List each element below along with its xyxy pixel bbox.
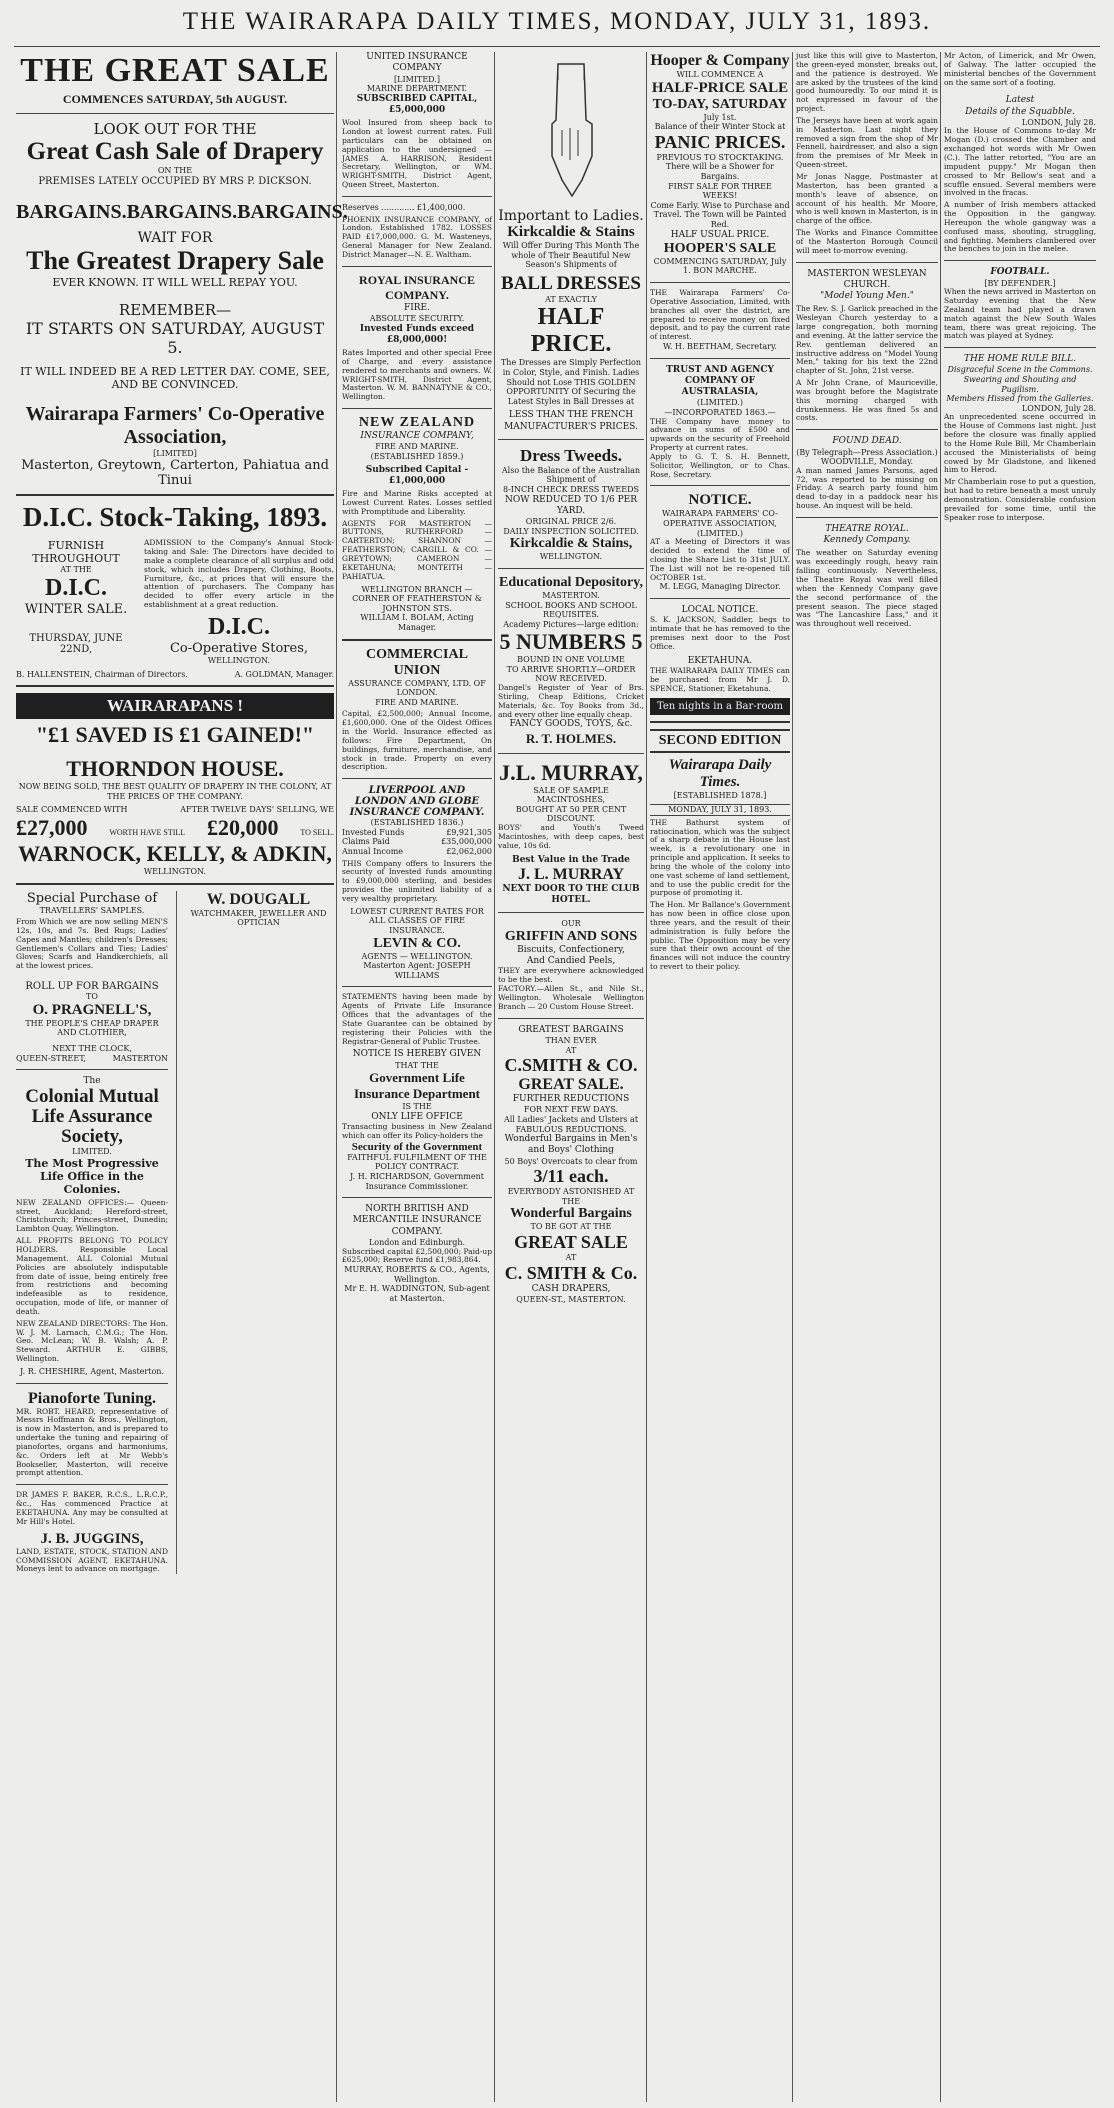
boys-macintoshes: BOYS' and Youth's Tweed Macintoshes, with deep capes, best value, 10s 6d. [498, 823, 644, 850]
murray-roberts: MURRAY, ROBERTS & CO., Agents, Wellington. [344, 1265, 490, 1284]
nz-body: Fire and Marine Risks accepted at Lowest Current Rates. Losses settled with Promptitude and Liberality. [342, 489, 492, 516]
ever-known: EVER KNOWN. IT WILL WELL REPAY YOU. [52, 275, 298, 289]
ten-nights-banner: Ten nights in a Bar-room [650, 698, 790, 715]
at-the: AT THE [60, 565, 92, 575]
limited-label: [LIMITED] [153, 448, 197, 458]
school-books: SCHOOL BOOKS AND SCHOOL REQUISITES. [505, 600, 637, 620]
london-edinburgh: London and Edinburgh. [368, 1237, 466, 1247]
colonial-directors: NEW ZEALAND DIRECTORS: The Hon. W. J. M. Larnach, C.M.G.; The Hon. Geo. McLean; W. B. Walsh; A. P. Steward. ARTHUR E. GIBBS, Wellington. [16, 1318, 168, 1364]
kirkcaldie-heading: Kirkcaldie & Stains, [509, 536, 633, 552]
united-body: Wool Insured from sheep back to London at lowest current rates. Full particulars can be obtained on application to the undersigned — JAMES A. HARRISON, Resident Secretary, Wellington, or WM. WRIGHT-SMITH, District Agent, Queen Street, Masterton. [342, 118, 492, 190]
govt-body: Transacting business in New Zealand which can offer its Policy-holders the [342, 1122, 492, 1140]
look-out: LOOK OUT FOR THE [93, 120, 257, 138]
reduced-price: NOW REDUCED TO 1/6 PER YARD. [504, 494, 638, 516]
piano-body: MR. ROBT. HEARD, representative of Messrs Hoffmann & Bros., Wellington, is now in Masterton, and is prepared to undertake the tuning and repairing of pianofortes, organs and harmoniums, &c. Orders left at Mr Webb's Bookseller, Masterton, will receive prompt attention. [16, 1406, 168, 1478]
phoenix-reserves: Reserves ............. £1,400,000. [342, 202, 466, 212]
thorndon-subline: NOW BEING SOLD, THE BEST QUALITY OF DRAPERY IN THE COLONY, AT THE PRICES OF THE COMPANY. [18, 782, 332, 801]
commercial-fire-marine: FIRE AND MARINE. [375, 697, 459, 707]
home-rule-paragraph: Mr Chamberlain rose to put a question, but had to retire beneath a most unruly demonstration. Considerable confusion prevailed for some time, until the Speaker rose to interpose. [944, 477, 1096, 522]
bound-volume: BOUND IN ONE VOLUME [517, 655, 625, 665]
commercial-body: Capital, £2,500,000; Annual Income, £1,600,000. One of the Oldest Offices in the World. Insurance effected as follows: Fire Department, On buildings, furniture, merchandise, and stock in trade. Property on every description. [342, 709, 492, 772]
july-date: July 1st. [703, 112, 737, 122]
at-word: AT [565, 1045, 577, 1055]
local-body: S. K. JACKSON, Saddler, begs to intimate that he has removed to the premises next door to the Post Office. [650, 615, 790, 651]
balance-winter: Balance of their Winter Stock at [654, 122, 786, 132]
next-few-days: FOR NEXT FEW DAYS. [523, 1105, 619, 1115]
north-british-body: Subscribed capital £2,500,000; Paid-up £625,000; Reserve fund £1,983,864. [342, 1246, 492, 1265]
column-3 [498, 52, 644, 2102]
second-edition: SECOND EDITION [650, 729, 790, 753]
liverpool-heading: LIVERPOOL AND LONDON AND GLOBE INSURANCE COMPANY. [349, 785, 485, 819]
wait-for: WAIT FOR [137, 229, 213, 246]
juggins-body: LAND, ESTATE, STOCK, STATION AND COMMISSION AGENT, EKETAHUNA. Moneys lent to advance on mortgage. [16, 1546, 168, 1574]
levin-agents: AGENTS — WELLINGTON. [361, 951, 473, 961]
football-byline: [BY DEFENDER.] [984, 278, 1056, 288]
important-to-ladies: Important to Ladies. [498, 208, 644, 224]
dateline: LONDON, July 28. [1021, 117, 1096, 127]
great-sale-heading: THE GREAT SALE [20, 52, 330, 89]
news-paragraph: Mr Acton, of Limerick, and Mr Owen, of Galway. The latter occupied the ministerial benches of the Government on the same sort of a footing. [944, 51, 1096, 87]
farmers-association: Wairarapa Farmers' Co-Operative Association, [25, 402, 325, 448]
column-divider [940, 52, 941, 2102]
colonial-mutual: Colonial Mutual [25, 1086, 159, 1108]
red-letter-line: IT WILL INDEED BE A RED LETTER DAY. COME, SEE, AND BE CONVINCED. [20, 364, 330, 391]
next-clock: NEXT THE CLOCK, [52, 1043, 132, 1053]
absolute-security: ABSOLUTE SECURITY. [369, 314, 465, 323]
bought-discount: BOUGHT AT 50 PER CENT DISCOUNT. [515, 804, 627, 824]
sale-commenced: SALE COMMENCED WITH [16, 805, 128, 815]
thorndon-heading: THORNDON HOUSE. [66, 756, 284, 782]
at-exactly: AT EXACTLY [545, 294, 597, 304]
commencing-date: COMMENCING SATURDAY, July 1. BON MARCHE. [653, 256, 787, 276]
column-5 [796, 52, 938, 2102]
coop-stores: Co-Operative Stores, [169, 640, 309, 656]
murray-heading: J. L. MURRAY [517, 865, 625, 883]
wonderful-bargains: Wonderful Bargains [510, 1206, 632, 1222]
queen-street: QUEEN-STREET, [16, 1053, 86, 1063]
eketahuna-body: THE WAIRARAPA DAILY TIMES can be purchased from Mr J. D. SPENCE, Stationer, Eketahuna. [650, 665, 790, 693]
murray-sub: SALE OF SAMPLE MACINTOSHES, [533, 785, 609, 805]
masthead-title: THE WAIRARAPA DAILY TIMES, MONDAY, JULY 31, 1893. [182, 8, 932, 35]
juggins-heading: J. B. JUGGINS, [40, 1530, 144, 1547]
swearing-subhead: Swearing and Shouting and Pugilism. [963, 375, 1077, 394]
original-price: ORIGINAL PRICE 2/6. [525, 517, 617, 527]
levin-heading: LEVIN & CO. [373, 935, 461, 951]
great-sale-date: COMMENCES SATURDAY, 5th AUGUST. [62, 92, 288, 106]
peoples-draper: THE PEOPLE'S CHEAP DRAPER AND CLOTHIER, [25, 1018, 159, 1038]
pointing-hand-icon [536, 60, 606, 200]
found-dead-heading: FOUND DEAD. [832, 436, 902, 447]
liverpool-row: Annual Income £2,062,000 [342, 846, 492, 856]
column-divider [336, 52, 337, 2102]
dougall-trade: WATCHMAKER, JEWELLER AND OPTICIAN [190, 908, 327, 928]
column-2 [342, 52, 492, 2102]
colonial-body: ALL PROFITS BELONG TO POLICY HOLDERS. Responsible Local Management. ALL Colonial Mutual Policies are absolutely indisputable from date of issue, being entirely free from restrictions and becoming indefeasible as to residence, occupation, mode of life, or manner of death. [16, 1236, 168, 1316]
half-price-sale: HALF-PRICE SALE [651, 79, 789, 96]
govt-intro: STATEMENTS having been made by Agents of Private Life Insurance Offices that the advantages of the State Guarantee can be obtained by registering their Policies with the Registrar-General of Public Trustee. [342, 992, 492, 1046]
on-the: ON THE [157, 166, 193, 175]
csmith-heading: C. SMITH & Co. [504, 1262, 638, 1283]
legg-signature: M. LEGG, Managing Director. [659, 582, 781, 592]
bargains-word: BARGAINS. [126, 200, 238, 223]
wellington-label: WELLINGTON. [207, 655, 271, 665]
masterton-label: MASTERTON [112, 1053, 168, 1063]
greatest-sale-heading: The Greatest Drapery Sale [26, 245, 324, 275]
colonial-progressive: The Most Progressive Life Office in the Colonies. [25, 1156, 159, 1196]
hoopers-sale: HOOPER'S SALE [663, 240, 777, 256]
united-insurance: UNITED INSURANCE COMPANY [366, 52, 468, 74]
commercial-union-heading: COMMERCIAL UNION [366, 646, 468, 678]
eketahuna-heading: EKETAHUNA. [687, 655, 753, 666]
trust-agency-heading: TRUST AND AGENCY COMPANY OF AUSTRALASIA, [666, 364, 774, 398]
dic-block [16, 539, 334, 665]
saved-slogan: "£1 SAVED IS £1 GAINED!" [35, 722, 315, 748]
our-word: OUR [561, 919, 581, 929]
disgraceful-scene: Disgraceful Scene in the Commons. [947, 365, 1093, 375]
nz-capital: Subscribed Capital - £1,000,000 [365, 464, 469, 486]
fire-label: FIRE. [403, 302, 430, 313]
come-early: Come Early. Wise to Purchase and Travel. The Town will be Painted Red. [650, 200, 790, 229]
colonial-offices: NEW ZEALAND OFFICES:— Queen-street, Auckland; Hereford-street, Christchurch; Princes-street, Dunedin; Lambton Quay, Wellington. [16, 1197, 168, 1234]
cash-drapers: CASH DRAPERS, [531, 1283, 611, 1294]
half-price: HALF PRICE. [530, 304, 612, 358]
wesleyan-heading: MASTERTON WESLEYAN CHURCH. [807, 268, 927, 290]
previous-stocktaking: PREVIOUS TO STOCKTAKING. [656, 152, 784, 162]
griffin-body: THEY are everywhere acknowledged to be the best. [498, 966, 644, 985]
candied-peels: And Candied Peels, [526, 956, 616, 967]
nz-fire-marine: FIRE AND MARINE. [375, 442, 459, 452]
column-1 [16, 52, 348, 2102]
issue-date: MONDAY, JULY 31, 1893. [650, 804, 790, 816]
holmes-signature: R. T. HOLMES. [525, 730, 617, 746]
biscuits: Biscuits, Confectionery, [517, 944, 625, 955]
kirkcaldie-body: Will Offer During This Month The whole of Their Beautiful New Season's Shipments of [502, 241, 640, 270]
royal-insurance: ROYAL INSURANCE COMPANY. [359, 272, 475, 302]
kennedy-company: Kennedy Company. [823, 535, 911, 546]
dougall-heading: W. DOUGALL [206, 890, 311, 908]
govt-signature: J. H. RICHARDSON, Government Insurance Commissioner. [350, 1171, 484, 1191]
warnock-city: WELLINGTON. [143, 866, 207, 876]
marine-department: MARINE DEPARTMENT. [366, 84, 468, 94]
wairarapans-banner: WAIRARAPANS ! [16, 693, 334, 719]
after-twelve: AFTER TWELVE DAYS' SELLING, WE [180, 805, 334, 815]
griffin-factory: FACTORY.—Allen St., and Nile St., Wellington. Wholesale Wellington Branch — 20 Custom House Street. [498, 984, 644, 1011]
bargains-word: BARGAINS. [237, 200, 348, 223]
news-paragraph: The Works and Finance Committee of the Masterton Borough Council will meet to-morrow evening. [796, 228, 938, 255]
editorial-paragraph: The Hon. Mr Ballance's Government has now been in office close upon three years, and the result of their administration is fully before the public. The Opposition may be very sure that their own account of the finances will not induce the country to revert to their policy. [650, 900, 790, 972]
notice-sub: WAIRARAPA FARMERS' CO-OPERATIVE ASSOCIATION, [662, 509, 778, 529]
local-notice: LOCAL NOTICE. [681, 605, 759, 616]
notice-limited: (LIMITED.) [697, 528, 743, 538]
column-divider [494, 52, 495, 2102]
home-rule-paragraph: An unprecedented scene occurred in the House of Commons last night. Just before the closure was finally applied to the Home Rule Bill, Mr Chamberlain accused the Ministerialists of being cowed by Mr Gladstone, and likened him to Herod. [944, 412, 1096, 475]
than-ever: THAN EVER [545, 1035, 597, 1045]
nz-agents: AGENTS FOR MASTERTON — BUTTONS, RUTHERFORD — CARTERTON; SHANNON — FEATHERSTON; CARGILL & CO. — GREYTOWN; CAMERON — EKETAHUNA; MONTEITH — PAHIATUA. [342, 518, 492, 581]
kirkcaldie-city: WELLINGTON. [539, 552, 603, 562]
at-word: AT [565, 1253, 577, 1262]
ball-dresses: BALL DRESSES [501, 272, 641, 294]
news-paragraph: A Mr John Crane, of Mauriceville, was brought before the Magistrate this morning charged with drunkenness. He was fined 5s and costs. [796, 378, 938, 423]
sermon-paragraph: The Rev. S. J. Garlick preached in the Wesleyan Church yesterday to a large congregation, both morning and evening. At the latter service the Rev. gentleman delivered an instructive address on "Model Young Men," taking for his text the 22nd chapter of St. John, 21st verse. [796, 304, 938, 376]
football-body: When the news arrived in Masterton on Saturday evening that the New Zealand team had played a drawn match against the New South Wales team, there was great rejoicing. The match was played at Sydney. [944, 287, 1096, 341]
model-young-men: "Model Young Men." [820, 291, 914, 302]
liverpool-established: (ESTABLISHED 1836.) [370, 818, 464, 828]
special-purchase: Special Purchase of [26, 890, 158, 906]
shower-bargains: There will be a Shower for Bargains. [665, 162, 775, 181]
best-value: Best Value in the Trade [512, 854, 630, 865]
will-commence: WILL COMMENCE A [676, 70, 764, 79]
home-rule-heading: THE HOME RULE BILL. [964, 354, 1076, 365]
established-label: [ESTABLISHED 1878.] [673, 791, 767, 801]
arrive-shortly: TO ARRIVE SHORTLY—ORDER NOW RECEIVED. [506, 664, 636, 684]
united-limited: [LIMITED.] [394, 74, 440, 84]
ladies-jackets: All Ladies' Jackets and Ulsters at FABULOUS REDUCTIONS. [503, 1114, 639, 1134]
nz-branch: WELLINGTON BRANCH — CORNER OF FEATHERSTON & JOHNSTON STS. [352, 584, 482, 613]
liverpool-body: THIS Company offers to Insurers the security of Invested funds amounting to £9,000,000 sterling, and besides provides the unlimited liability of a very wealthy proprietary. [342, 858, 492, 903]
pragnells-heading: O. PRAGNELL'S, [32, 1001, 152, 1018]
kirkcaldie-heading: Kirkcaldie & Stains [507, 224, 635, 240]
phoenix-body: PHOENIX INSURANCE COMPANY, of London. Established 1782. LOSSES PAID £17,000,000. G. M. Wasteneys, General Manager for New Zealand. District Manager—N. E. Waltham. [342, 214, 492, 259]
winter-sale: WINTER SALE. [24, 601, 128, 617]
squabble-heading: Details of the Squabble. [965, 106, 1075, 117]
notice-heading: NOTICE. [688, 492, 752, 509]
notice-given: NOTICE IS HEREBY GIVEN [352, 1049, 482, 1060]
great-sale: GREAT SALE [514, 1232, 628, 1252]
commons-paragraph: In the House of Commons to-day Mr Mogan (D.) crossed the Chamber and exchanged hot words with Mr Owen (C.). The latter retorted, "You are an impudent puppy." Mr Mogan then crossed to Mr Bellow's seat and a scuffle ensued. Several members were involved in the fracas. [944, 126, 1096, 198]
commercial-sub: ASSURANCE COMPANY, LTD. OF LONDON. [348, 678, 486, 698]
hallenstein-signature: B. HALLENSTEIN, Chairman of Directors. [16, 669, 188, 679]
piano-tuning-heading: Pianoforte Tuning. [27, 1389, 157, 1407]
great-sale: GREAT SALE. [518, 1076, 624, 1094]
notice-body: AT a Meeting of Directors it was decided to extend the time of closing the Share List to 31st JULY. The List will not be re-opened till OCTOBER 1st. [650, 537, 790, 582]
dic-name: D.I.C. [44, 574, 107, 601]
bargains-word: BARGAINS. [16, 200, 127, 223]
dic-body-text: ADMISSION to the Company's Annual Stock-taking and Sale: The Directors have decided to make a complete clearance of all surplus and odd stock, which includes Drapery, Clothing, Boots, Furniture, &c., at prices that will ensure the attention of purchasers. The Company has decided to offer every article in the establishment at a great reduction. [144, 538, 334, 610]
doctor-notice: DR JAMES F. BAKER, R.C.S., L.R.C.P., &c., Has commenced Practice at EKETAHUNA. Any may be consulted at Mr Hill's Hotel. [16, 1490, 168, 1526]
colonial-limited: LIMITED. [72, 1147, 112, 1157]
members-hissed: Members Hissed from the Galleries. [946, 394, 1094, 404]
dic-name: D.I.C. [207, 613, 270, 640]
nz-insurance-heading: NEW ZEALAND [358, 415, 476, 431]
greatest-bargains: GREATEST BARGAINS [518, 1024, 624, 1035]
invested-funds: Invested Funds exceed £8,000,000! [359, 323, 475, 345]
column-6 [944, 52, 1096, 2102]
trust-body: THE Company have money to advance in sums of £500 and upwards on the security of Freehold Property at current rates. [650, 416, 790, 453]
society: Society, [61, 1126, 123, 1148]
murray-heading: J.L. MURRAY, [499, 759, 643, 785]
csmith-heading: C.SMITH & CO. [504, 1055, 638, 1076]
to-be-got: TO BE GOT AT THE [530, 1222, 612, 1232]
news-paragraph: Mr Jonas Nagge, Postmaster at Masterton, has been granted a month's leave of absence, on account of his health. Mr Moore, who is well known in Masterton, is in charge of the office. [796, 171, 938, 226]
life-assurance: Life Assurance [31, 1106, 153, 1128]
found-dead-body: A man named James Parsons, aged 72, was reported to be missing on Friday. A search party found him dead to-day in a paddock near his house. An inquest will be held. [796, 465, 938, 511]
academy-pictures: Academy Pictures—large edition: [503, 619, 639, 629]
travellers-samples: TRAVELLERS' SAMPLES. [39, 905, 145, 915]
north-british-heading: NORTH BRITISH AND MERCANTILE INSURANCE COMPANY. [352, 1204, 482, 1237]
col1-right-sub [176, 891, 334, 1575]
next-door: NEXT DOOR TO THE CLUB HOTEL. [502, 883, 640, 906]
news-paragraph: The Jerseys have been at work again in Masterton. Last night they removed a sign from the shop of Mr Fennell, hairdresser, and also a sign from the premises of Mr Meek in Queen-street. [796, 115, 938, 170]
cash-sale-heading: Great Cash Sale of Drapery [26, 138, 324, 165]
dateline: LONDON, July 28. [1021, 403, 1096, 413]
amount-sold: £27,000 [16, 814, 88, 840]
fancy-goods: FANCY GOODS, TOYS, &c. [509, 719, 633, 730]
everybody-astonished: EVERYBODY ASTONISHED AT THE [507, 1187, 635, 1206]
farmers-deposit-notice: THE Wairarapa Farmers' Co-Operative Association, Limited, with branches all over the district, are prepared to receive money on fixed deposit, and to pay the current rate of interest. [650, 287, 790, 342]
security-of-govt: Security of the Government [351, 1140, 483, 1153]
griffin-heading: GRIFFIN AND SONS [504, 928, 638, 944]
to-word: TO [86, 992, 98, 1002]
cheshire-agent: J. R. CHESHIRE, Agent, Masterton. [20, 1366, 164, 1376]
faithful-fulfilment: FAITHFUL FULFILMENT OF THE POLICY CONTRACT. [347, 1152, 487, 1172]
wonderful-bargains: Wonderful Bargains in Men's and Boys' Clothing [504, 1134, 638, 1156]
that-the: THAT THE [395, 1060, 439, 1070]
subscribed-capital: SUBSCRIBED CAPITAL, £5,000,000 [356, 93, 478, 115]
csmith-address: QUEEN-ST., MASTERTON. [516, 1294, 626, 1304]
editorial-paragraph: THE Bathurst system of ratiocination, which was the subject of a sharp debate in the House last week, is a revolutionary one in principle and application. It seeks to bring the whole of the colony into one vast scheme of land settlement, and to use the public credit for the purpose of promoting it. [650, 817, 790, 898]
royal-body: Rates Imported and other special Free of Charge, and every assistance rendered to merchants and owners. W. WRIGHT-SMITH, District Agent, Masterton. W. M. BANNATYNE & CO., Wellington. [342, 348, 492, 402]
liverpool-row: Invested Funds £9,921,305 [342, 827, 492, 837]
overcoat-price: 3/11 each. [533, 1166, 609, 1187]
only-life-office: ONLY LIFE OFFICE [371, 1111, 463, 1122]
daily-inspection: DAILY INSPECTION SOLICITED. [503, 526, 639, 536]
warnock-heading: WARNOCK, KELLY, & ADKIN, [18, 840, 332, 866]
commons-paragraph: A number of Irish members attacked the Opposition in the gangway. Hereupon the whole gangway was a confused mass, shouting, struggling, and fighting. Members clambered over the benches to join in the melee. [944, 200, 1096, 254]
nz-insurance-company: INSURANCE COMPANY, [360, 431, 474, 442]
hooper-heading: Hooper & Company [650, 52, 790, 69]
ball-body: The Dresses are Simply Perfection in Color, Style, and Finish. Ladies Should not Lose THIS GOLDEN OPPORTUNITY Of Securing the Latest Styles in Ball Dresses at [500, 358, 642, 406]
press-association: (By Telegraph—Press Association.) [796, 447, 938, 457]
half-usual-price: HALF USUAL PRICE. [670, 229, 770, 240]
today-saturday: TO-DAY, SATURDAY [652, 96, 788, 112]
branch-towns: Masterton, Greytown, Carterton, Pahiatua and Tinui [21, 458, 329, 489]
is-the: IS THE [402, 1102, 432, 1112]
bargains-row [16, 200, 348, 224]
boys-overcoats: 50 Boys' Overcoats to clear from [504, 1156, 638, 1166]
educational-depository: Educational Depository, [499, 574, 643, 590]
further-reductions: FURTHER REDUCTIONS [512, 1094, 630, 1105]
books-body: Dangel's Register of Year of Brs. Stirling, Cheap Editions, Cricket Materials, &c. Toy Books from 3d., and every other line equally cheap. [498, 683, 644, 719]
trust-apply: Apply to G. T. S. H. Bennett, Solicitor, Wellington, or to Chas. Rose, Secretary. [650, 451, 790, 479]
liverpool-row: Claims Paid £35,000,000 [342, 837, 492, 847]
travellers-body: From Which we are now selling MEN'S 12s, 10s, and 7s. Bed Rugs; Ladies' Capes and Mantles; children's Dresses; Gentlemen's Collars and Ties; Ladies' Gloves; Scarfs and Handkerchiefs, all at the lowest prices. [16, 917, 168, 971]
nz-manager: WILLIAM I. BOLAM, Acting Manager. [360, 613, 474, 632]
column-divider [646, 52, 647, 2102]
latest-heading: Latest [1005, 95, 1035, 106]
nz-established: (ESTABLISHED 1859.) [370, 452, 464, 461]
govt-life-heading: Government Life Insurance Department [353, 1070, 480, 1102]
colonial-the: The [83, 1076, 101, 1087]
starts-line: IT STARTS ON SATURDAY, AUGUST 5. [25, 318, 325, 357]
theatre-heading: THEATRE ROYAL. [825, 523, 909, 534]
football-heading: FOOTBALL. [990, 267, 1050, 278]
worth-label: WORTH HAVE STILL [109, 827, 186, 837]
goldman-signature: A. GOLDMAN, Manager. [234, 669, 334, 679]
amount-remaining: £20,000 [207, 814, 279, 840]
furnish-line: FURNISH THROUGHOUT [32, 539, 120, 566]
check-tweeds: 8-INCH CHECK DRESS TWEEDS [503, 485, 639, 495]
daily-times-heading: Wairarapa Daily Times. [668, 757, 772, 791]
trust-incorporated: —INCORPORATED 1863.— [664, 407, 776, 417]
edu-city: MASTERTON. [542, 590, 600, 600]
sale-date: THURSDAY, JUNE 22ND, [29, 632, 123, 655]
dic-stocktaking-heading: D.I.C. Stock-Taking, 1893. [22, 502, 328, 533]
column-4 [650, 52, 790, 2102]
premises-line: PREMISES LATELY OCCUPIED BY MRS P. DICKSON. [38, 175, 312, 187]
three-weeks: FIRST SALE FOR THREE WEEKS! [668, 181, 772, 201]
panic-prices: PANIC PRICES. [654, 131, 786, 152]
roll-up: ROLL UP FOR BARGAINS [25, 981, 159, 993]
trust-limited: (LIMITED.) [697, 398, 743, 408]
lowest-rates: LOWEST CURRENT RATES FOR ALL CLASSES OF FIRE INSURANCE. [350, 906, 484, 935]
masthead-rule [14, 46, 1100, 47]
less-than-french: LESS THAN THE FRENCH MANUFACTURER'S PRICES. [504, 410, 638, 432]
to-sell: TO SELL. [300, 827, 334, 837]
theatre-body: The weather on Saturday evening was exceedingly rough, heavy rain falling continuously. Nevertheless, the Theatre Royal was well filled when the Kennedy Company gave the second performance of the present season. The piece staged was "The Lancashire Lass," and it was throughout well received. [796, 548, 938, 629]
sub-agent: Mr E. H. WADDINGTON, Sub-agent at Masterton. [344, 1284, 490, 1303]
levin-masterton-agent: Masterton Agent: JOSEPH WILLIAMS [363, 961, 471, 980]
dress-tweeds: Dress Tweeds. [520, 445, 622, 465]
dress-body: Also the Balance of the Australian Shipment of [501, 465, 641, 485]
beetham-signature: W. H. BEETHAM, Secretary. [663, 342, 777, 352]
dateline: WOODVILLE, Monday. [820, 457, 914, 467]
remember: REMEMBER— [118, 300, 232, 319]
five-numbers: 5 NUMBERS 5 [499, 629, 643, 655]
column-divider [792, 52, 793, 2102]
news-paragraph: just like this will give to Masterton, the green-eyed monster, breaks out, and the patience is destroyed. We are asked by the trustees of the kind good humouredly. To our mind it is not expressed in favour of the project. [796, 51, 938, 114]
